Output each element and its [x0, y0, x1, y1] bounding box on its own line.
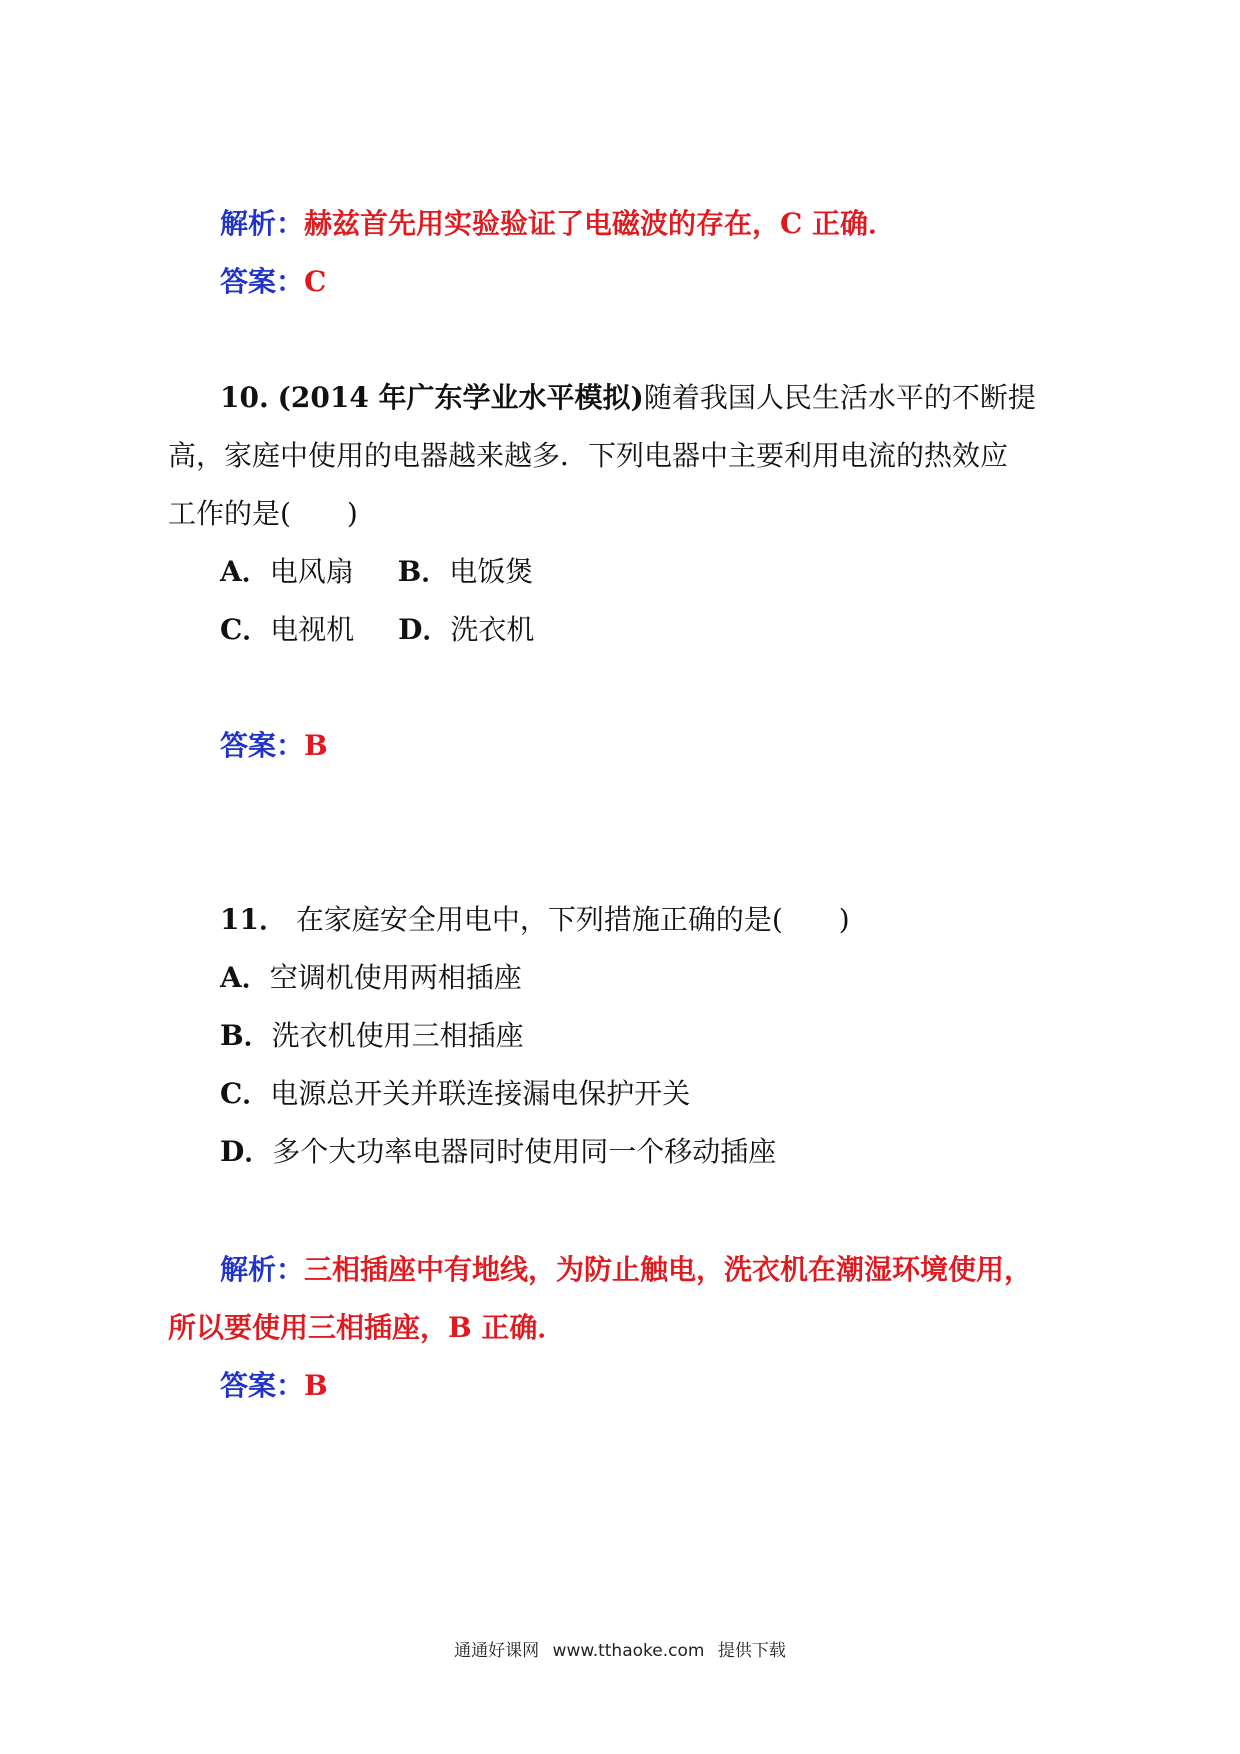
q10-option-a-text: 电风扇: [269, 555, 354, 588]
q11-analysis-label: 解析：: [220, 1253, 305, 1286]
q10-stem-line3: 工作的是( ): [168, 497, 358, 530]
q11-analysis-line1: [220, 1250, 1032, 1290]
q10-option-b-letter: B．: [397, 555, 450, 588]
q10-answer: [220, 726, 328, 766]
q11-option-a: [220, 958, 522, 998]
footer-site-name: 通通好课网: [454, 1641, 540, 1661]
q10-option-c-text: 电视机: [270, 613, 355, 646]
q11-stem-text: 在家庭安全用电中，下列措施正确的是( ): [295, 903, 850, 936]
q9-answer-label: 答案：: [220, 265, 305, 298]
q10-answer-label: 答案：: [220, 729, 305, 762]
q11-option-b-letter: B．: [220, 1019, 272, 1052]
q9-answer: [220, 262, 326, 302]
q11-option-b: [220, 1016, 524, 1056]
q9-analysis-text: 赫兹首先用实验验证了电磁波的存在，C 正确．: [304, 207, 897, 240]
q10-stem-line2: 高，家庭中使用的电器越来越多．下列电器中主要利用电流的热效应: [168, 439, 1009, 472]
q11-answer-value: B: [304, 1369, 328, 1402]
footer-url[interactable]: www.tthaoke.com: [552, 1641, 705, 1661]
q11-option-d-text: 多个大功率电器同时使用同一个移动插座: [272, 1135, 777, 1168]
q9-analysis: [220, 204, 896, 244]
q11-answer: [220, 1366, 328, 1406]
q10-stem-line1: [220, 378, 1036, 418]
q11-option-d: [220, 1132, 776, 1172]
footer-note: 提供下载: [717, 1641, 786, 1661]
q10-options-row2: [220, 610, 534, 650]
q10-option-d-letter: D．: [398, 613, 451, 646]
q11-option-d-letter: D．: [220, 1135, 273, 1168]
q9-answer-value: C: [304, 265, 327, 298]
q11-option-a-letter: A．: [220, 961, 270, 994]
q11-option-a-text: 空调机使用两相插座: [269, 961, 522, 994]
page-footer: [0, 1636, 1240, 1661]
q10-stem-text1: 随着我国人民生活水平的不断提: [643, 381, 1036, 414]
q11-stem: [220, 900, 850, 940]
q11-analysis-text1: 三相插座中有地线，为防止触电，洗衣机在潮湿环境使用，: [304, 1253, 1033, 1286]
q10-number: 10.: [220, 381, 269, 414]
q10-option-d-text: 洗衣机: [450, 613, 535, 646]
q9-analysis-label: 解析：: [220, 207, 305, 240]
q11-option-b-text: 洗衣机使用三相插座: [271, 1019, 524, 1052]
q10-option-c-letter: C．: [220, 613, 271, 646]
q10-option-a-letter: A．: [220, 555, 270, 588]
q11-option-c: [220, 1074, 690, 1114]
q11-answer-label: 答案：: [220, 1369, 305, 1402]
q10-option-b-text: 电饭煲: [449, 555, 534, 588]
q11-option-c-text: 电源总开关并联连接漏电保护开关: [270, 1077, 691, 1110]
q10-answer-value: B: [304, 729, 328, 762]
q11-option-c-letter: C．: [220, 1077, 271, 1110]
q11-analysis-line2: 所以要使用三相插座，B 正确．: [168, 1311, 566, 1344]
q10-source: (2014 年广东学业水平模拟): [277, 381, 644, 414]
q10-options-row1: [220, 552, 533, 592]
q11-number: 11．: [220, 903, 287, 936]
